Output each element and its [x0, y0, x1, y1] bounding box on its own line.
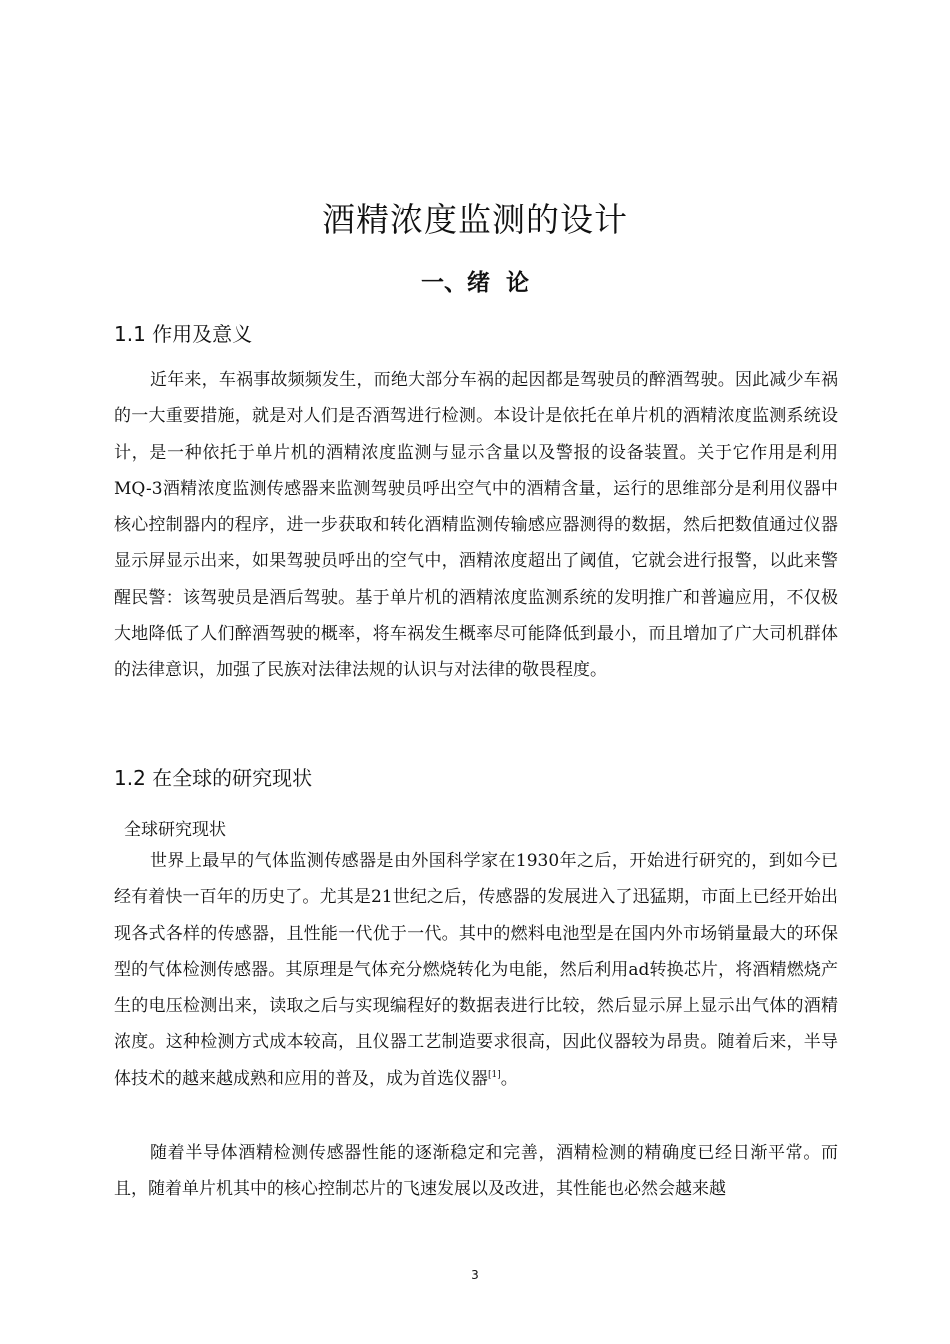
section-1-1-paragraph: 近年来，车祸事故频频发生，而绝大部分车祸的起因都是驾驶员的醉酒驾驶。因此减少车祸的一大重要措施，就是对人们是否酒驾进行检测。本设计是依托在单片机的酒精浓度监测系统设计，是一种依托于单片机的酒精浓度监测与显示含量以及警报的设备装置。关于它作用是利用MQ-3酒精浓度监测传感器来监测驾驶员呼出空气中的酒精含量，运行的思维部分是利用仪器中核心控制器内的程序，进一步获取和转化酒精监测传输感应器测得的数据，然后把数值通过仪器显示屏显示出来，如果驾驶员呼出的空气中，酒精浓度超出了阈值，它就会进行报警，以此来警醒民警：该驾驶员是酒后驾驶。基于单片机的酒精浓度监测系统的发明推广和普遍应用，不仅极大地降低了人们醉酒驾驶的概率，将车祸发生概率尽可能降低到最小，而且增加了广大司机群体的法律意识，加强了民族对法律法规的认识与对法律的敬畏程度。 [114, 370, 838, 681]
section-heading-1-2: 1.2 在全球的研究现状 [114, 766, 313, 790]
section-1-2-paragraph-1 [114, 843, 838, 1097]
paragraph-1-end: 。 [500, 1068, 518, 1089]
subheading-global-research: 全球研究现状 [124, 820, 226, 840]
section-heading-1-1: 1.1 作用及意义 [114, 322, 253, 346]
section-1-2-paragraph-2: 随着半导体酒精检测传感器性能的逐渐稳定和完善，酒精检测的精确度已经日渐平常。而且，随着单片机其中的核心控制芯片的飞速发展以及改进，其性能也必然会越来越 [114, 1143, 838, 1200]
page-number: 3 [471, 1268, 479, 1282]
citation-ref-1: [1] [488, 1069, 501, 1080]
paragraph-1-text: 世界上最早的气体监测传感器是由外国科学家在1930年之后，开始进行研究的，到如今已经有着快一百年的历史了。尤其是21世纪之后，传感器的发展进入了迅猛期，市面上已经开始出现各式各样的传感器，且性能一代优于一代。其中的燃料电池型是在国内外市场销量最大的环保型的气体检测传感器。其原理是气体充分燃烧转化为电能，然后利用ad转换芯片，将酒精燃烧产生的电压检测出来，读取之后与实现编程好的数据表进行比较，然后显示屏上显示出气体的酒精浓度。这种检测方式成本较高，且仪器工艺制造要求很高，因此仪器较为昂贵。随着后来，半导体技术的越来越成熟和应用的普及，成为首选仪器 [114, 851, 838, 1089]
document-title: 酒精浓度监测的设计 [322, 200, 628, 239]
chapter-title: 一、绪 论 [420, 270, 529, 296]
